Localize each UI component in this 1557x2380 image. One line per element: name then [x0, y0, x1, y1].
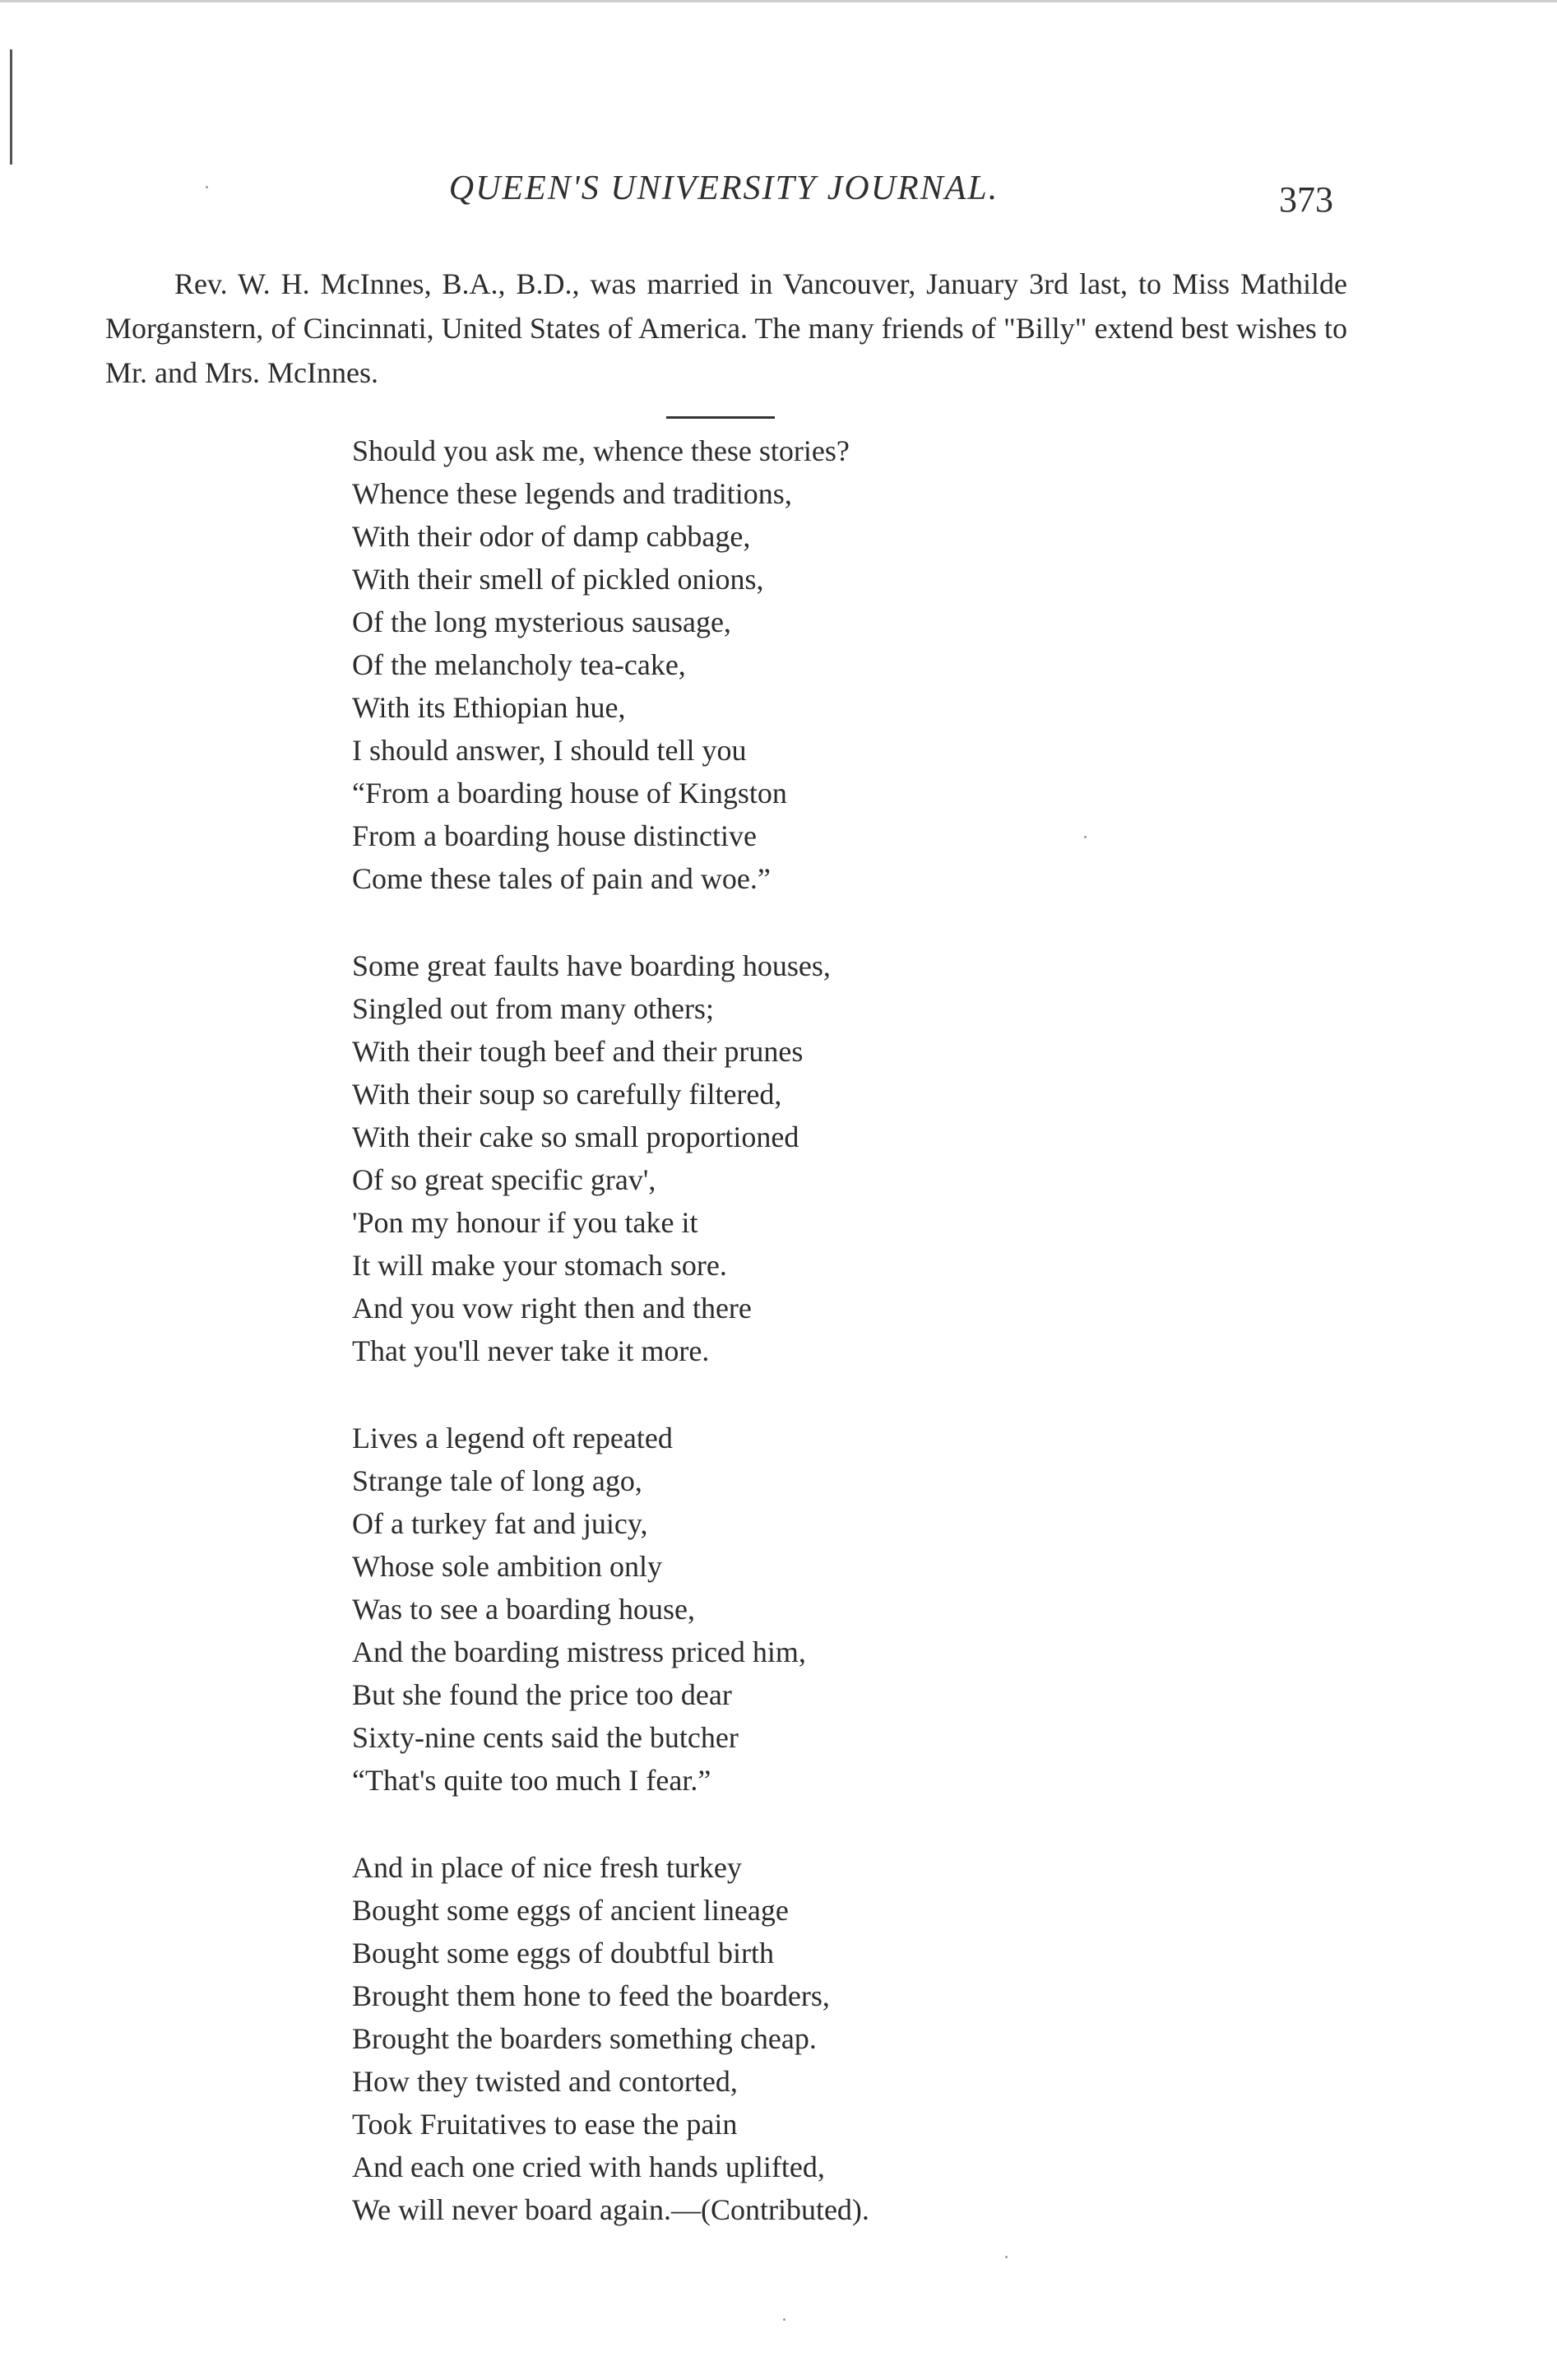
marriage-notice: Rev. W. H. McInnes, B.A., B.D., was married in Vancouver, January 3rd last, to Miss Mathilde Morganstern, of Cincinnati, United States of America. The many friends of "Billy" extend best wishes to Mr. and Mrs. McInnes. [105, 267, 1347, 389]
poem-line: With their soup so carefully filtered, [352, 1078, 782, 1111]
poem-line: “That's quite too much I fear.” [352, 1764, 711, 1797]
stanza-3 [352, 1417, 1175, 1802]
poem-line: I should answer, I should tell you [352, 734, 747, 767]
stanza-1 [352, 429, 1175, 900]
poem-line: Should you ask me, whence these stories? [352, 434, 850, 467]
print-speck [1084, 836, 1087, 838]
poem-line: It will make your stomach sore. [352, 1249, 727, 1282]
running-title: QUEEN'S UNIVERSITY JOURNAL. [448, 169, 999, 207]
poem-line: Singled out from many others; [352, 992, 714, 1025]
poem-line: Whence these legends and traditions, [352, 477, 792, 510]
page-header [0, 169, 1557, 226]
poem-line: Sixty-nine cents said the butcher [352, 1721, 739, 1754]
poem-line: Of a turkey fat and juicy, [352, 1507, 648, 1540]
poem-line: With their odor of damp cabbage, [352, 520, 751, 553]
page-binding-edge [10, 49, 12, 165]
poem-line: How they twisted and contorted, [352, 2065, 738, 2098]
poem-line: Bought some eggs of doubtful birth [352, 1937, 774, 1969]
poem-line: And you vow right then and there [352, 1292, 752, 1325]
print-speck [1005, 2256, 1008, 2258]
poem-line: Brought the boarders something cheap. [352, 2022, 817, 2055]
page-number: 373 [1279, 179, 1333, 220]
poem-line: Was to see a boarding house, [352, 1593, 695, 1626]
poem-line: We will never board again.—(Contributed). [352, 2193, 869, 2226]
poem-line: “From a boarding house of Kingston [352, 777, 787, 810]
poem-line: With its Ethiopian hue, [352, 691, 626, 724]
poem-line: With their smell of pickled onions, [352, 563, 764, 596]
poem-line: Of so great specific grav', [352, 1163, 656, 1196]
poem-line: Of the long mysterious sausage, [352, 605, 731, 638]
stanza-2 [352, 944, 1175, 1372]
page-top-edge [0, 0, 1557, 2]
print-speck [206, 186, 208, 188]
poem-line: Strange tale of long ago, [352, 1464, 642, 1497]
poem-line: Took Fruitatives to ease the pain [352, 2108, 738, 2141]
poem-line: And each one cried with hands uplifted, [352, 2150, 825, 2183]
poem-line: Brought them hone to feed the boarders, [352, 1979, 830, 2012]
poem-line: And the boarding mistress priced him, [352, 1635, 806, 1668]
poem-line: Bought some eggs of ancient lineage [352, 1894, 789, 1927]
poem-line: With their cake so small proportioned [352, 1120, 799, 1153]
poem-line: Whose sole ambition only [352, 1550, 662, 1583]
poem-line: That you'll never take it more. [352, 1334, 710, 1367]
print-speck [783, 2318, 785, 2321]
poem-line: Come these tales of pain and woe.” [352, 862, 771, 895]
stanza-4 [352, 1846, 1175, 2231]
poem-line: Some great faults have boarding houses, [352, 949, 831, 982]
poem-line: From a boarding house distinctive [352, 819, 757, 852]
poem-line: With their tough beef and their prunes [352, 1035, 804, 1068]
poem-line: But she found the price too dear [352, 1678, 732, 1711]
section-divider [666, 416, 775, 419]
poem-line: And in place of nice fresh turkey [352, 1851, 742, 1884]
poem-line: Of the melancholy tea-cake, [352, 648, 686, 681]
poem [352, 429, 1175, 2276]
poem-line: 'Pon my honour if you take it [352, 1206, 698, 1239]
poem-line: Lives a legend oft repeated [352, 1422, 673, 1454]
